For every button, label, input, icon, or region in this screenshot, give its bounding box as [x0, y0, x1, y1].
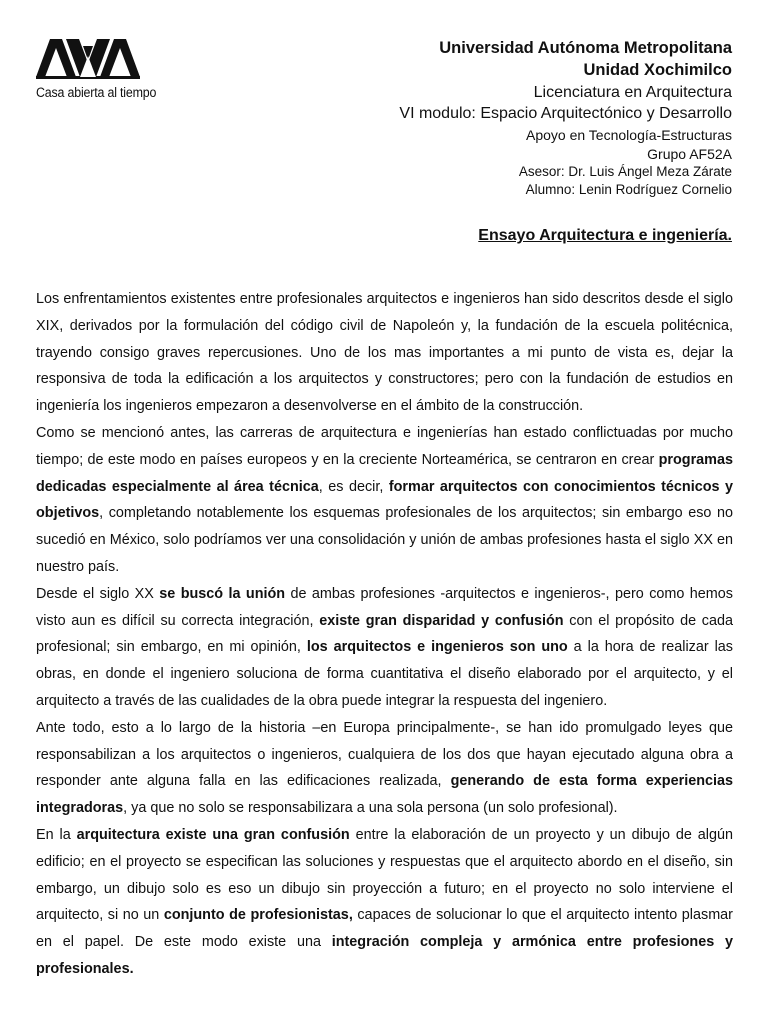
- paragraph-text: Los enfrentamientos existentes entre profesionales arquitectos e ingenieros han sido descritos desde el siglo XIX, derivados por la formulación del código civil de Napoleón y, la fundación de la escuela politécnica, trayendo consigo graves repercusiones. Uno de los mas importantes a mi punto de vista es, dejar la responsiva de toda la edificación a los arquitectos y constructores; pero con la fundación de estudios en ingeniería los ingenieros empezaron a desenvolverse en el ámbito de la construcción.: [36, 291, 733, 415]
- uam-emblem-icon: [36, 36, 140, 80]
- emphasis-text: arquitectura existe una gran confusión: [76, 826, 350, 843]
- support-subject: Apoyo en Tecnología-Estructuras: [526, 127, 732, 143]
- module-name: VI modulo: Espacio Arquitectónico y Desarrollo: [399, 105, 732, 122]
- essay-paragraph: [36, 581, 733, 715]
- paragraph-text: Desde el siglo XX: [36, 585, 160, 602]
- essay-paragraph: [36, 286, 733, 420]
- paragraph-text: a la hora de realizar las obras, en donde el ingeniero soluciona de forma cuantitativa el diseño elaborado por el arquitecto, y el arquitecto a través de las cualidades de la obra puede integrar la respuesta del ingeniero.: [36, 639, 733, 709]
- essay-paragraph: [36, 715, 733, 822]
- emphasis-text: se buscó la unión: [159, 585, 286, 602]
- student-label: Alumno: Lenin Rodríguez Cornelio: [525, 182, 732, 197]
- group-label: Grupo AF52A: [647, 146, 732, 162]
- essay-paragraph: [36, 822, 733, 983]
- paragraph-text: Ante todo, esto a lo largo de la historia –en Europa principalmente-, se han ido promulgado leyes que responsabilizan a los arquitectos o ingenieros, cualquiera de los dos que hayan ejecutado alguna obra a responder ante alguna falla en las edificaciones realizada,: [36, 719, 733, 790]
- document-header: [212, 37, 732, 199]
- degree-name: Licenciatura en Arquitectura: [533, 84, 732, 101]
- emphasis-text: conjunto de profesionistas,: [163, 907, 353, 924]
- essay-title: Ensayo Arquitectura e ingeniería.: [478, 227, 732, 244]
- unit-name: Unidad Xochimilco: [583, 61, 732, 79]
- university-name: Universidad Autónoma Metropolitana: [439, 39, 732, 57]
- logo-tagline: Casa abierta al tiempo: [36, 85, 157, 100]
- paragraph-text: En la: [36, 826, 77, 843]
- paragraph-text: , completando notablemente los esquemas profesionales de los arquitectos; sin embargo eso no sucedió en México, solo podríamos ver una consolidación y unión de ambas profesiones hasta el siglo XX en nuestro país.: [36, 505, 733, 575]
- essay-paragraph: [36, 420, 733, 581]
- paragraph-text: de ambas profesiones -arquitectos e ingenieros-, pero como hemos visto aun es difícil su correcta integración,: [36, 585, 733, 629]
- paragraph-text: , ya que no solo se responsabilizara a una sola persona (un solo profesional).: [123, 800, 618, 817]
- emphasis-text: programas dedicadas especialmente al área técnica: [36, 451, 733, 495]
- paragraph-text: con el propósito de cada profesional; sin embargo, en mi opinión,: [36, 612, 733, 656]
- emphasis-text: generando de esta forma experiencias integradoras: [36, 773, 733, 817]
- paragraph-text: Como se mencionó antes, las carreras de arquitectura e ingenierías han estado conflictuadas por mucho tiempo; de este modo en países europeos y en la creciente Norteamérica, se centraron en crear: [36, 424, 733, 468]
- uam-logo: [36, 36, 156, 100]
- paragraph-text: entre la elaboración de un proyecto y un dibujo de algún edificio; en el proyecto se especifican las soluciones y respuestas que el arquitecto abordo en el diseño, sin embargo, un dibujo solo es eso un dibujo sin proyección a futuro; en el proyecto no solo interviene el arquitecto, si no un: [36, 826, 733, 924]
- emphasis-text: existe gran disparidad y confusión: [319, 612, 564, 629]
- emphasis-text: los arquitectos e ingenieros son uno: [306, 639, 568, 656]
- paragraph-text: , es decir,: [318, 478, 389, 495]
- essay-body: [36, 286, 733, 983]
- advisor-label: Asesor: Dr. Luis Ángel Meza Zárate: [518, 164, 732, 179]
- paragraph-text: capaces de solucionar lo que el arquitecto intento plasmar en el papel. De este modo existe una: [36, 907, 733, 951]
- emphasis-text: integración compleja y armónica entre profesiones y profesionales.: [36, 934, 733, 977]
- emphasis-text: formar arquitectos con conocimientos técnicos y objetivos: [36, 478, 733, 522]
